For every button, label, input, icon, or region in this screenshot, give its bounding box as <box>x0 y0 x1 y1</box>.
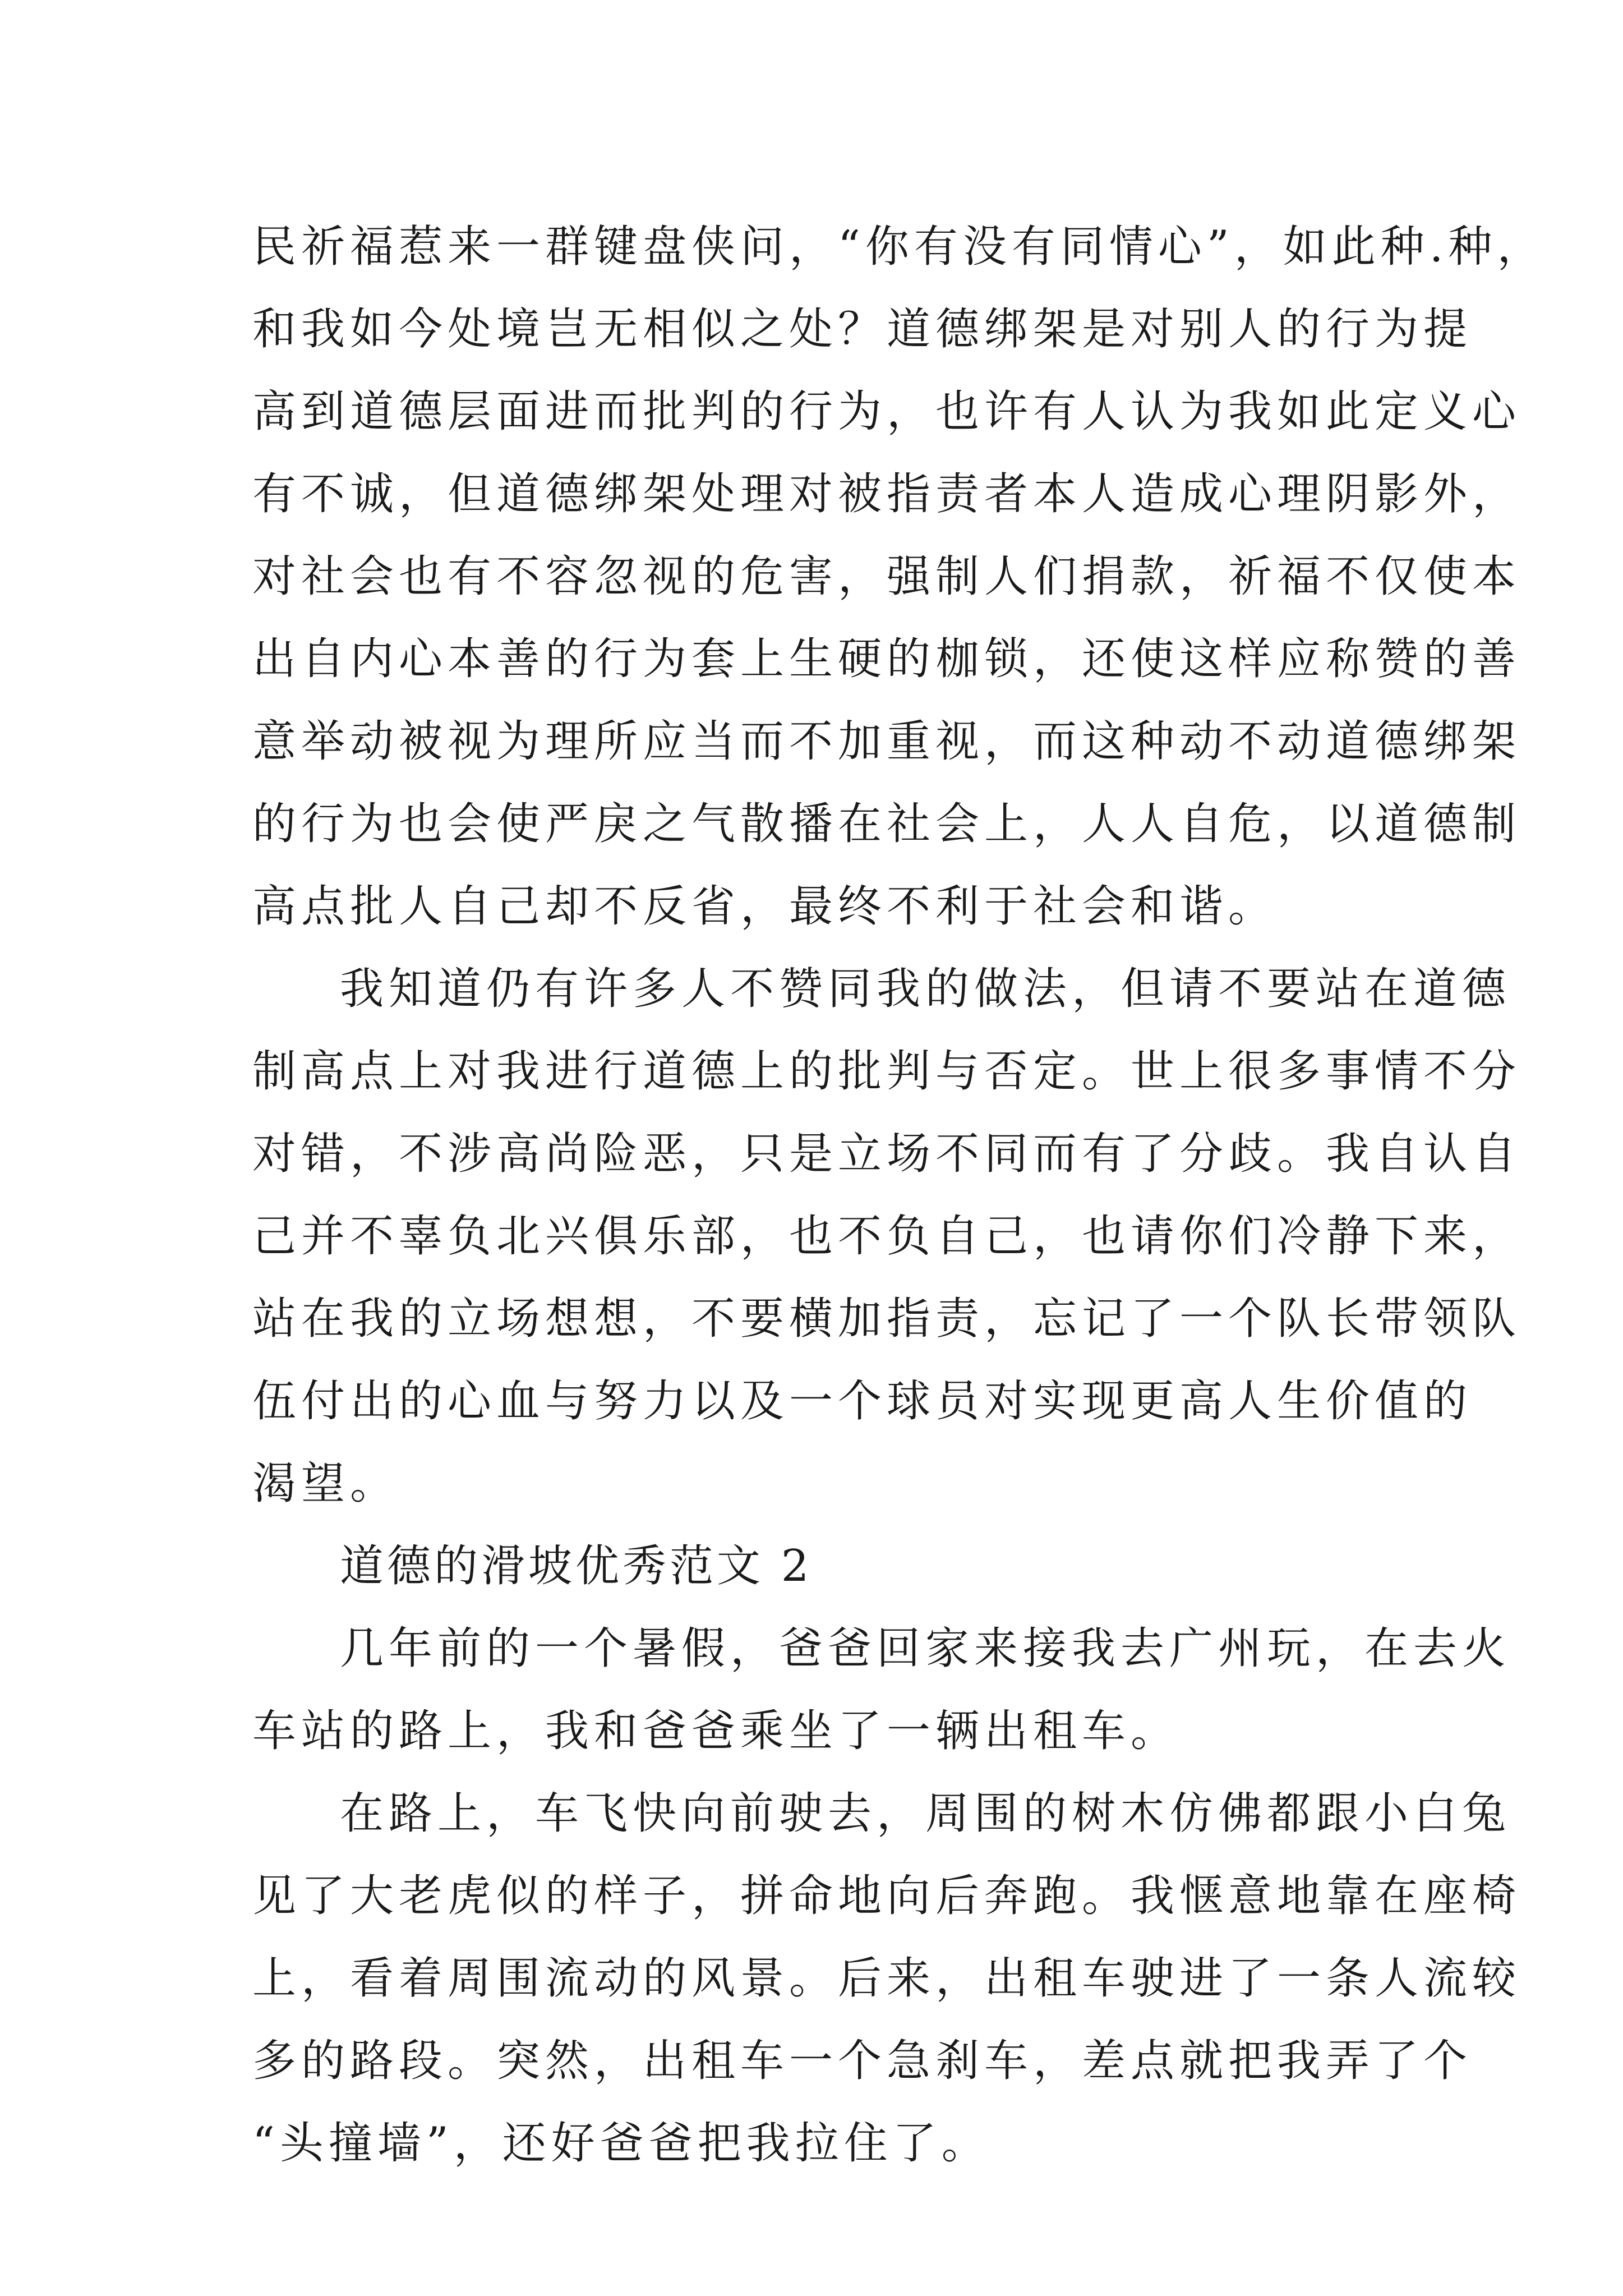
text-line: 我知道仍有许多人不赞同我的做法，但请不要站在道德 <box>340 964 1511 1014</box>
text-line: 对错，不涉高尚险恶，只是立场不同而有了分歧。我自认自 <box>252 1129 1521 1179</box>
text-line: 制高点上对我进行道德上的批判与否定。世上很多事情不分 <box>252 1046 1521 1097</box>
text-line: 高点批人自己却不反省，最终不利于社会和谐。 <box>252 881 1278 932</box>
text-line: 站在我的立场想想，不要横加指责，忘记了一个队长带领队 <box>252 1294 1521 1344</box>
text-line: 多的路段。突然，出租车一个急刹车，差点就把我弄了个 <box>252 2036 1473 2086</box>
text-line: 意举动被视为理所应当而不加重视，而这种动不动道德绑架 <box>252 716 1521 767</box>
text-line: 高到道德层面进而批判的行为，也许有人认为我如此定义心 <box>252 386 1521 437</box>
text-line: 己并不辜负北兴俱乐部，也不负自己，也请你们冷静下来， <box>252 1211 1521 1262</box>
text-line: 对社会也有不容忽视的危害，强制人们捐款，祈福不仅使本 <box>252 551 1521 602</box>
text-line: 有不诚，但道德绑架处理对被指责者本人造成心理阴影外， <box>252 469 1521 519</box>
text-line: 见了大老虎似的样子，拼命地向后奔跑。我惬意地靠在座椅 <box>252 1871 1521 1921</box>
text-line: 渴望。 <box>252 1458 399 1509</box>
text-line: 在路上，车飞快向前驶去，周围的树木仿佛都跟小白兔 <box>340 1788 1511 1839</box>
text-line: 车站的路上，我和爸爸乘坐了一辆出租车。 <box>252 1706 1180 1756</box>
text-line: 几年前的一个暑假，爸爸回家来接我去广州玩，在去火 <box>340 1623 1511 1674</box>
text-line: 和我如今处境岂无相似之处？道德绑架是对别人的行为提 <box>252 304 1473 355</box>
text-line: 上，看着周围流动的风景。后来，出租车驶进了一条人流较 <box>252 1953 1521 2004</box>
section-heading: 道德的滑坡优秀范文 2 <box>340 1541 813 1591</box>
text-line: 的行为也会使严戾之气散播在社会上，人人自危，以道德制 <box>252 799 1521 849</box>
text-line: 出自内心本善的行为套上生硬的枷锁，还使这样应称赞的善 <box>252 634 1521 684</box>
text-line: 民祈福惹来一群键盘侠问，“你有没有同情心”，如此种.种， <box>252 222 1546 272</box>
text-line: 伍付出的心血与努力以及一个球员对实现更高人生价值的 <box>252 1376 1473 1427</box>
text-line: “头撞墙”，还好爸爸把我拉住了。 <box>252 2118 990 2169</box>
